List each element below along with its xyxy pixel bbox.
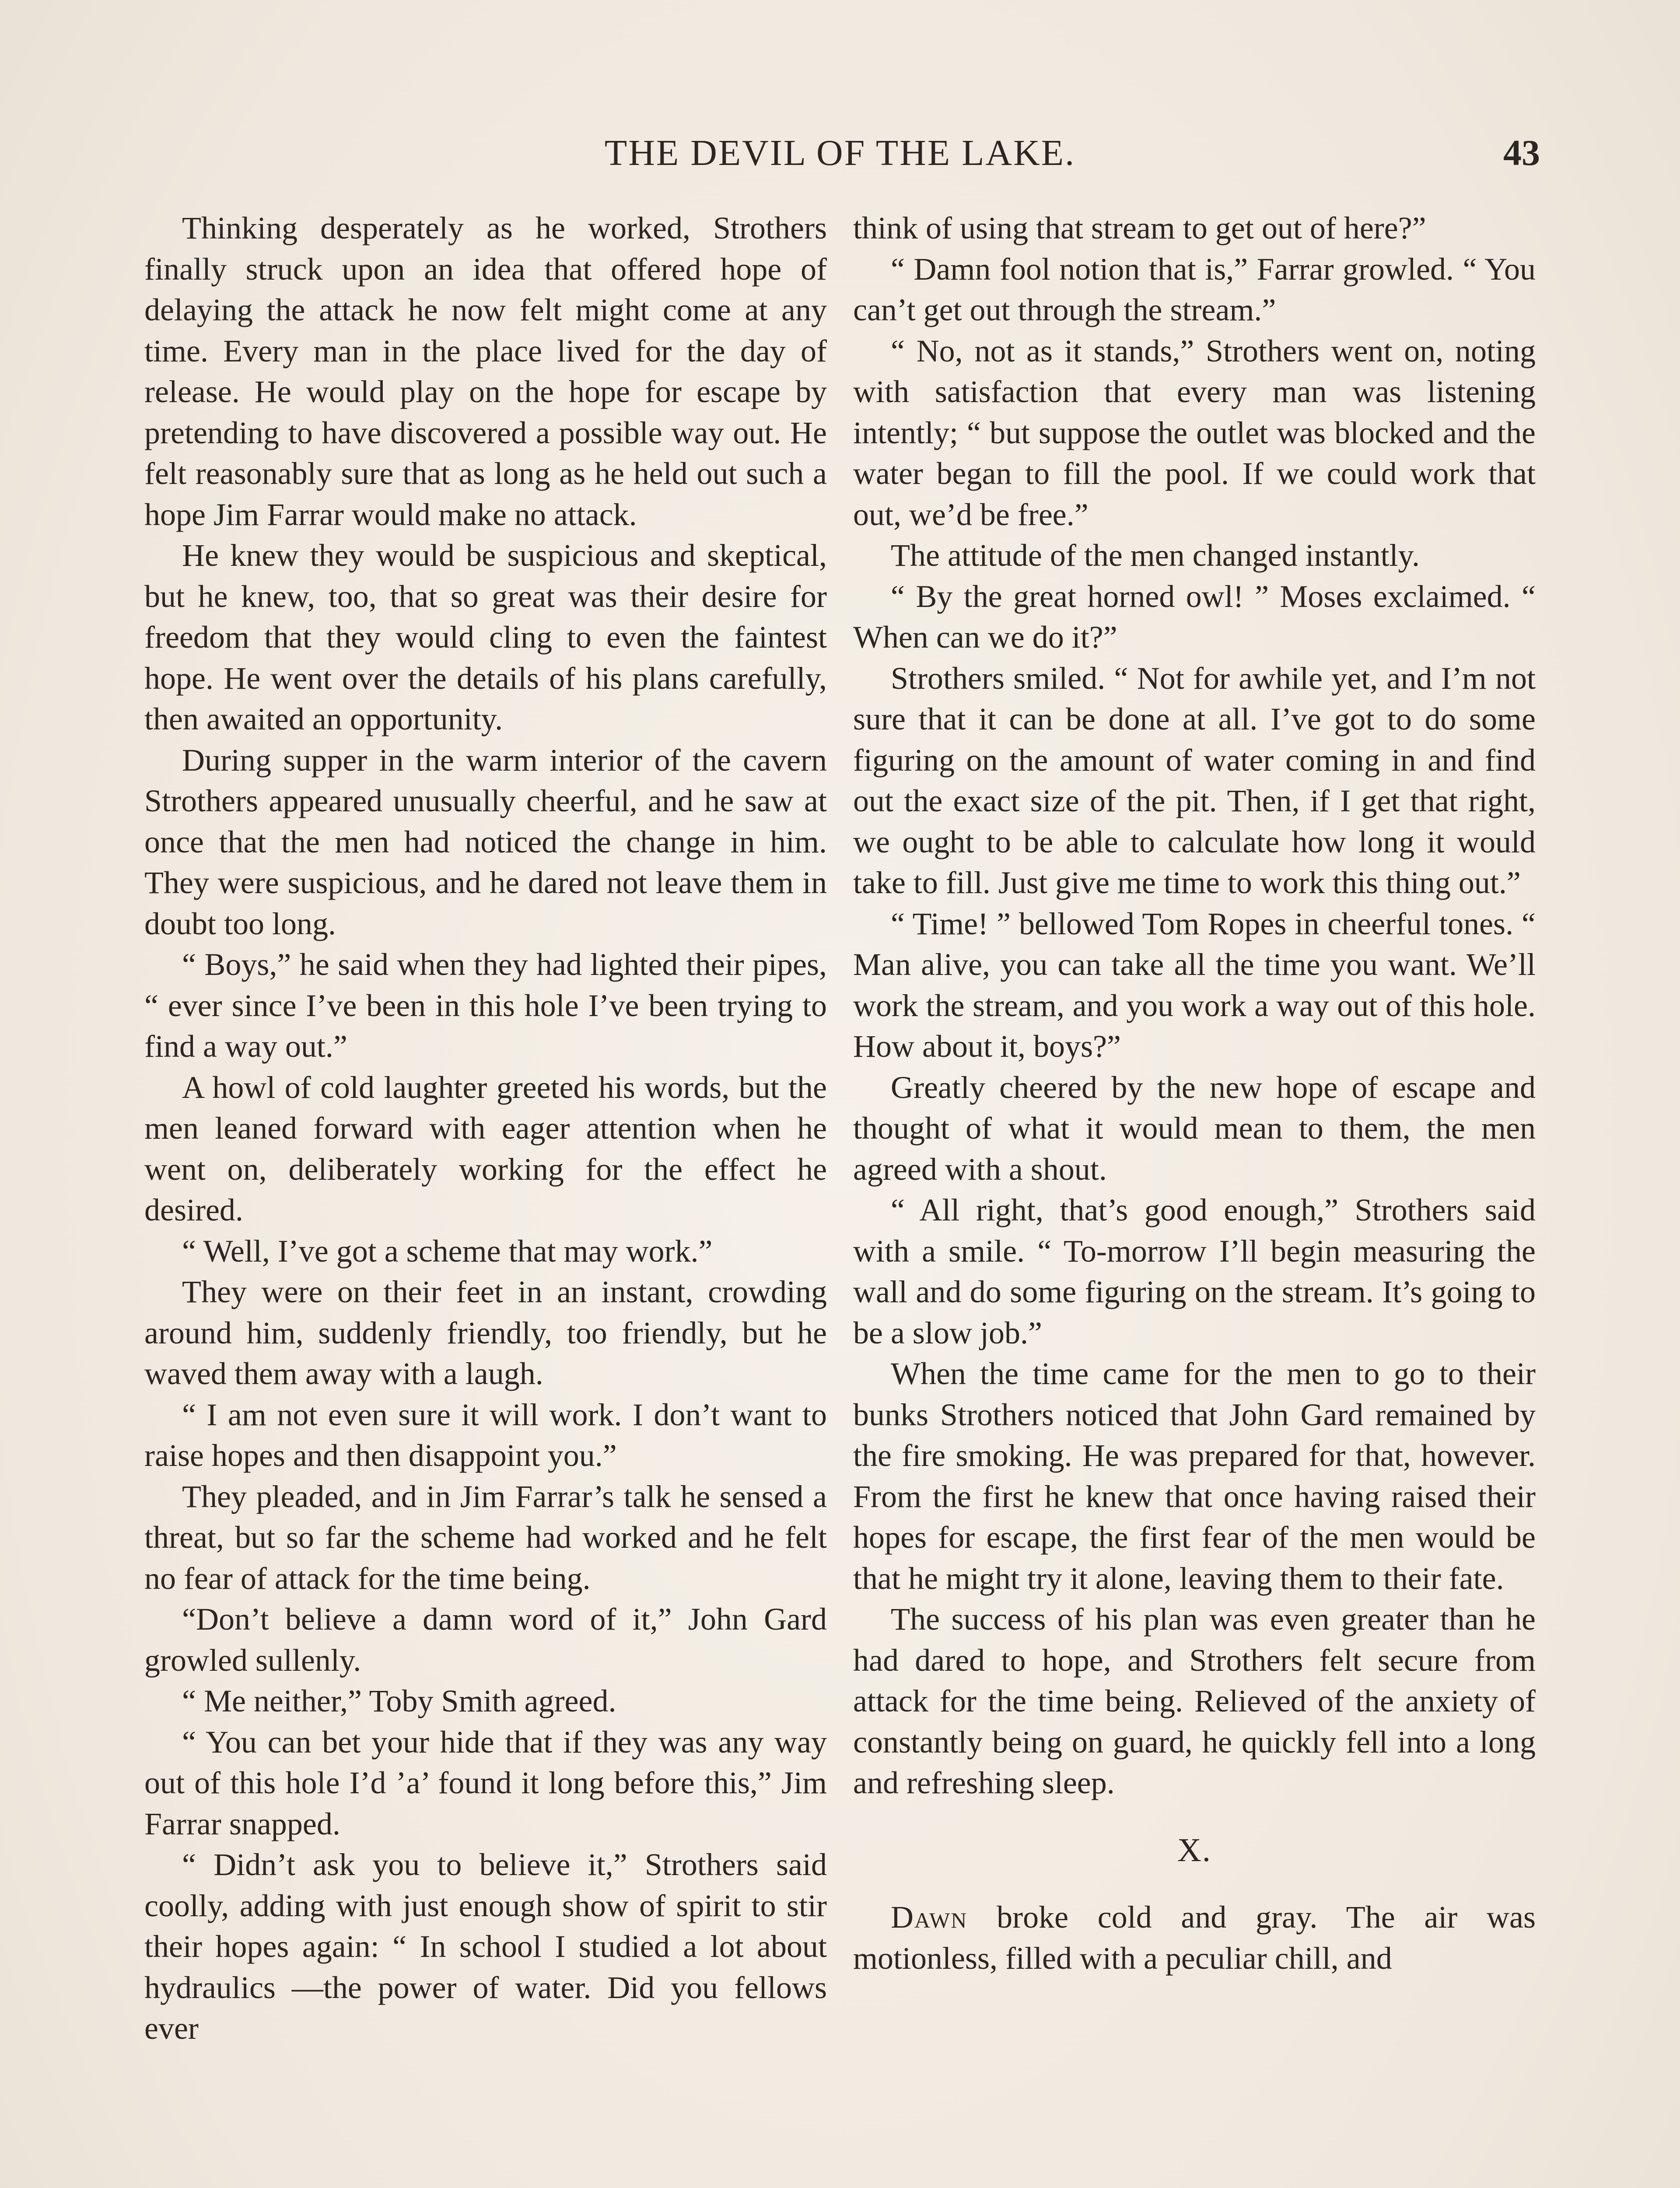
- chapter-opening-paragraph: [853, 1897, 1536, 1979]
- paragraph: Strothers smiled. “ Not for awhile yet, and I’m not sure that it can be done at all. I’ve got to do some figuring on the amount of water coming in and find out the exact size of the pit. Then, if I get that right, we ought to be able to calculate how long it would take to fill. Just give me time to work this thing out.”: [853, 660, 1536, 900]
- paragraph: “ Damn fool notion that is,” Farrar growled. “ You can’t get out through the stream.”: [853, 251, 1536, 327]
- paragraph: “ Didn’t ask you to believe it,” Strothers said coolly, adding with just enough show of spirit to stir their hopes again: “ In school I studied a lot about hydraulics —the power of water. Did you fellows ever: [144, 1847, 827, 2046]
- paragraph: “ No, not as it stands,” Strothers went on, noting with satisfaction that every man was listening intently; “ but suppose the outlet was blocked and the water began to fill the pool. If we could work that out, we’d be free.”: [853, 333, 1536, 532]
- paragraph: “ All right, that’s good enough,” Strothers said with a smile. “ To-morrow I’ll begin measuring the wall and do some figuring on the stream. It’s going to be a slow job.”: [853, 1192, 1536, 1350]
- paragraph: When the time came for the men to go to their bunks Strothers noticed that John Gard remained by the fire smoking. He was prepared for that, however. From the first he knew that once having raised their hopes for escape, the first fear of the men would be that he might try it alone, leaving them to their fate.: [853, 1356, 1536, 1596]
- paragraph: “ Boys,” he said when they had lighted their pipes, “ ever since I’ve been in this hole I’ve been trying to find a way out.”: [144, 947, 827, 1064]
- paragraph: During supper in the warm interior of the cavern Strothers appeared unusually cheerful, and he saw at once that the men had noticed the change in him. They were suspicious, and he dared not leave them in doubt too long.: [144, 742, 827, 941]
- page-number: 43: [1503, 133, 1540, 173]
- page-header: [140, 127, 1540, 188]
- paragraph: “ By the great horned owl! ” Moses exclaimed. “ When can we do it?”: [853, 579, 1536, 655]
- paragraph: He knew they would be suspicious and skeptical, but he knew, too, that so great was their desire for freedom that they would cling to even the faintest hope. He went over the details of his plans carefully, then awaited an opportunity.: [144, 538, 827, 736]
- paragraph: Greatly cheered by the new hope of escape and thought of what it would mean to them, the men agreed with a shout.: [853, 1069, 1536, 1187]
- paragraph: The attitude of the men changed instantly.: [891, 538, 1420, 573]
- paragraph: “ I am not even sure it will work. I don’t want to raise hopes and then disappoint you.”: [144, 1397, 827, 1473]
- paragraph-continued: think of using that stream to get out of here?”: [853, 210, 1426, 245]
- paragraph: A howl of cold laughter greeted his words, but the men leaned forward with eager attention when he went on, deliberately working for the effect he desired.: [144, 1069, 827, 1227]
- paragraph: The success of his plan was even greater than he had dared to hope, and Strothers felt secure from attack for the time being. Relieved of the anxiety of constantly being on guard, he quickly fell into a long and refreshing sleep.: [853, 1602, 1536, 1800]
- paragraph: “ Time! ” bellowed Tom Ropes in cheerful tones. “ Man alive, you can take all the time you want. We’ll work the stream, and you work a way out of this hole. How about it, boys?”: [853, 906, 1536, 1064]
- paragraph: Thinking desperately as he worked, Strothers finally struck upon an idea that offered hope of delaying the attack he now felt might come at any time. Every man in the place lived for the day of release. He would play on the hope for escape by pretending to have discovered a possible way out. He felt reasonably sure that as long as he held out such a hope Jim Farrar would make no attack.: [144, 210, 827, 532]
- paragraph: They were on their feet in an instant, crowding around him, suddenly friendly, too friendly, but he waved them away with a laugh.: [144, 1274, 827, 1391]
- left-column: [144, 208, 827, 2049]
- chapter-heading: X.: [1177, 1831, 1211, 1869]
- opening-word: Dawn: [891, 1900, 968, 1935]
- paragraph: “ You can bet your hide that if they was any way out of this hole I’d ’a’ found it long before this,” Jim Farrar snapped.: [144, 1724, 827, 1841]
- running-title: THE DEVIL OF THE LAKE.: [604, 133, 1076, 173]
- paragraph: They pleaded, and in Jim Farrar’s talk he sensed a threat, but so far the scheme had worked and he felt no fear of attack for the time being.: [144, 1479, 827, 1596]
- paragraph: “ Well, I’ve got a scheme that may work.”: [182, 1233, 713, 1269]
- paragraph: “Don’t believe a damn word of it,” John Gard growled sullenly.: [144, 1602, 827, 1678]
- opening-text: broke cold and gray. The air was motionless, filled with a peculiar chill, and: [853, 1900, 1536, 1976]
- paragraph: “ Me neither,” Toby Smith agreed.: [182, 1683, 616, 1718]
- right-column: [853, 208, 1536, 1979]
